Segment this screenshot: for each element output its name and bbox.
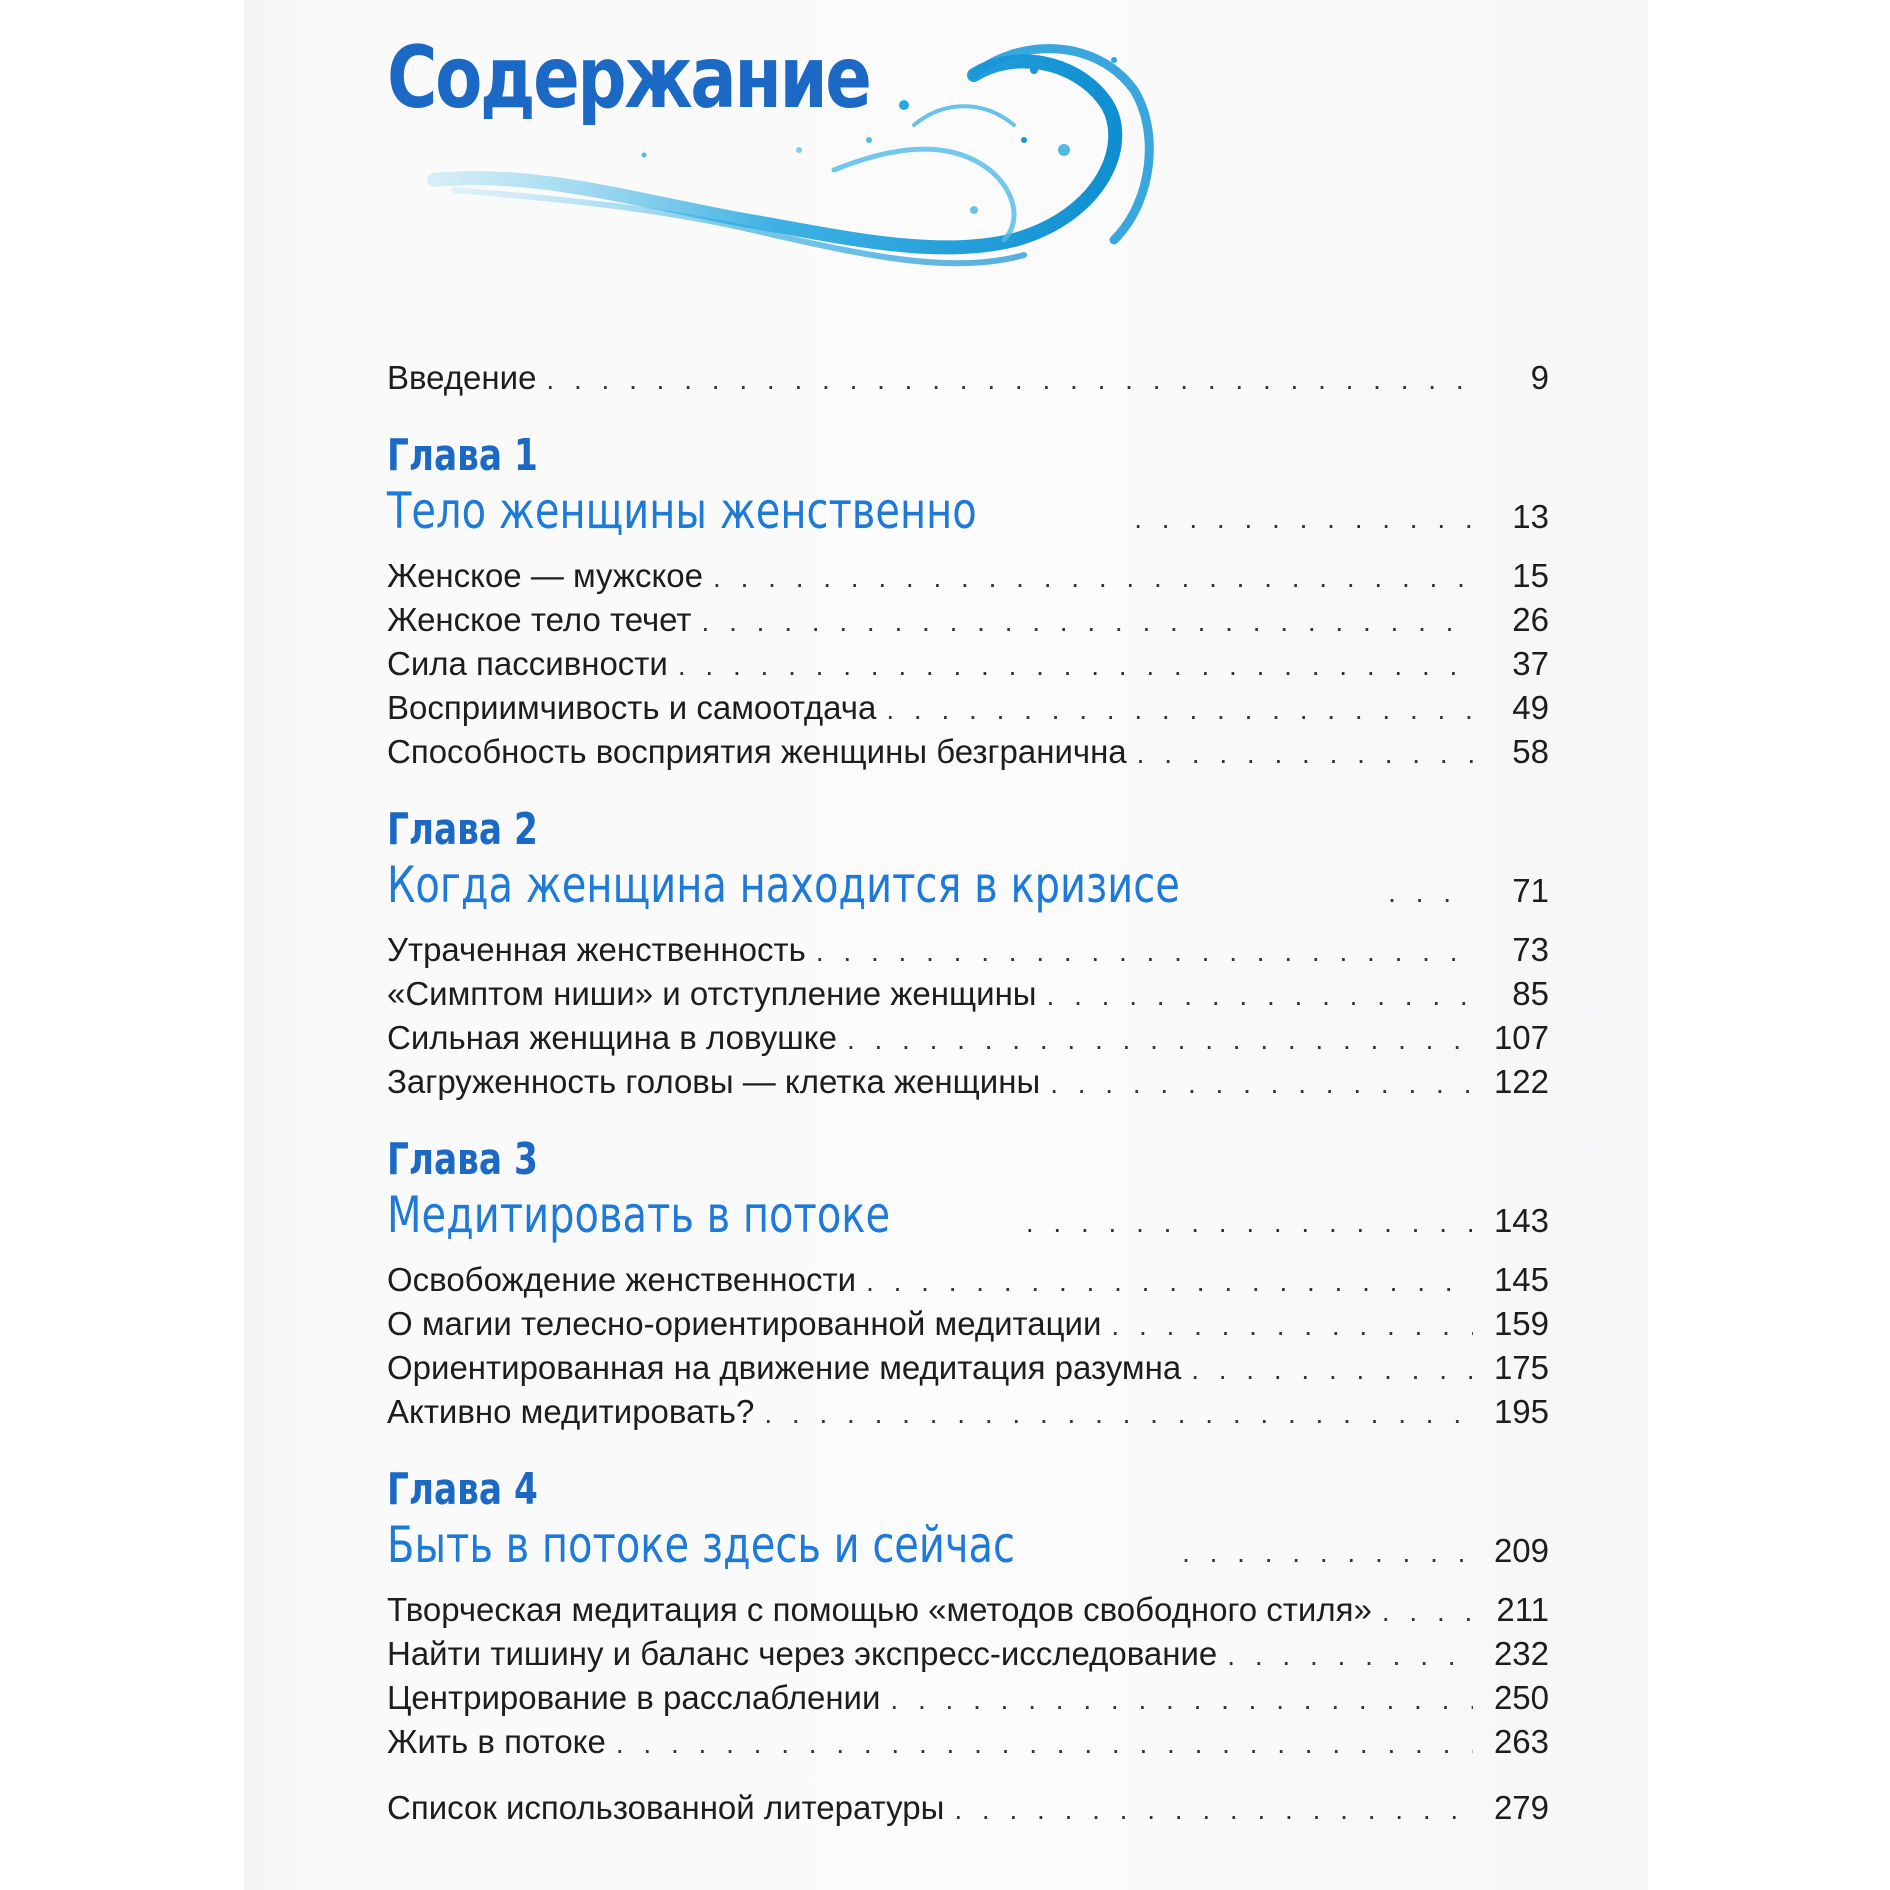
page-number: 211 [1496,1591,1549,1628]
dot-leader [890,1678,1473,1722]
chapter-2 [387,804,1549,1104]
dot-leader [616,1722,1473,1766]
table-of-contents [387,356,1549,1830]
toc-entry-label: Творческая медитация с помощью «методов свободного стиля» [387,1591,1372,1628]
toc-entry-label: Восприимчивость и самоотдача [387,689,877,726]
page-number: 73 [1512,931,1549,968]
toc-entry[interactable] [387,1346,1549,1390]
dot-leader [1382,1590,1473,1634]
toc-entry[interactable] [387,972,1549,1016]
toc-entry-intro[interactable] [387,356,1549,400]
dot-leader [847,1018,1473,1062]
toc-entry-label: Загруженность головы — клетка женщины [387,1063,1041,1100]
chapter-title: Медитировать в потоке [387,1186,891,1244]
chapter-title: Тело женщины женственно [387,482,977,540]
page-number: 263 [1493,1723,1549,1760]
water-splash-icon [414,30,1154,290]
toc-entry-label: Активно медитировать? [387,1393,755,1430]
page-number: 159 [1493,1305,1549,1342]
toc-entry[interactable] [387,1632,1549,1676]
toc-entry[interactable] [387,642,1549,686]
page-number: 71 [1512,872,1549,909]
toc-entry-label: Ориентированная на движение медитация разумна [387,1349,1182,1386]
toc-entry-label: Освобождение женственности [387,1261,857,1298]
page-number: 13 [1512,498,1549,535]
dot-leader [713,556,1473,600]
toc-entry[interactable] [387,1390,1549,1434]
toc-entry-bibliography[interactable] [387,1786,1549,1830]
toc-entry-label: Женское — мужское [387,557,704,594]
book-page [244,0,1648,1890]
toc-entry-label: О магии телесно-ориентированной медитации [387,1305,1102,1342]
chapter-label: Глава 3 [387,1134,538,1185]
chapter-label: Глава 2 [387,804,538,855]
toc-entry[interactable] [387,1258,1549,1302]
page-number: 107 [1493,1019,1549,1056]
page-number: 250 [1493,1679,1549,1716]
chapter-title-row[interactable] [387,482,1549,552]
chapter-title: Когда женщина находится в кризисе [387,856,1180,914]
chapter-3 [387,1134,1549,1434]
page-number: 143 [1493,1202,1549,1239]
page-number: 209 [1493,1532,1549,1569]
dot-leader [764,1392,1473,1436]
toc-entry-label: Жить в потоке [387,1723,606,1760]
page-number: 58 [1512,733,1549,770]
toc-entry-label: Сильная женщина в ловушке [387,1019,837,1056]
dot-leader [702,600,1473,644]
page-number: 122 [1493,1063,1549,1100]
page-number: 195 [1493,1393,1549,1430]
toc-entry[interactable] [387,1720,1549,1764]
dot-leader [954,1788,1473,1832]
toc-entry-label: «Симптом ниши» и отступление женщины [387,975,1037,1012]
chapter-label: Глава 4 [387,1464,538,1515]
chapter-1 [387,430,1549,774]
chapter-title-row[interactable] [387,1186,1549,1256]
toc-entry-label: Сила пассивности [387,645,668,682]
dot-leader [546,358,1473,402]
chapter-4 [387,1464,1549,1764]
toc-entry[interactable] [387,1302,1549,1346]
toc-entry[interactable] [387,1016,1549,1060]
toc-entry-label: Введение [387,359,537,396]
toc-entry-label: Список использованной литературы [387,1789,945,1826]
chapter-title-row[interactable] [387,1516,1549,1586]
toc-entry-label: Способность восприятия женщины безгранична [387,733,1127,770]
page-number: 9 [1530,359,1549,396]
dot-leader [886,688,1473,732]
dot-leader [678,644,1473,688]
page-number: 15 [1512,557,1549,594]
dot-leader [1137,732,1473,776]
dot-leader [1026,1207,1473,1239]
page-number: 279 [1493,1789,1549,1826]
dot-leader [1191,1348,1473,1392]
toc-entry-label: Женское тело течет [387,601,692,638]
dot-leader [1111,1304,1473,1348]
chapter-label: Глава 1 [387,430,538,481]
dot-leader [816,930,1473,974]
page-number: 85 [1512,975,1549,1012]
dot-leader [866,1260,1473,1304]
toc-entry[interactable] [387,598,1549,642]
page-number: 26 [1512,601,1549,638]
toc-entry[interactable] [387,1588,1549,1632]
dot-leader [1388,877,1473,909]
chapter-title: Быть в потоке здесь и сейчас [387,1516,1016,1574]
dot-leader [1050,1062,1473,1106]
toc-entry[interactable] [387,1060,1549,1104]
toc-entry[interactable] [387,928,1549,972]
dot-leader [1134,503,1473,535]
toc-entry[interactable] [387,1676,1549,1720]
toc-entry-label: Найти тишину и баланс через экспресс-исследование [387,1635,1218,1672]
toc-entry[interactable] [387,730,1549,774]
page-number: 49 [1512,689,1549,726]
page-number: 175 [1493,1349,1549,1386]
page-title: Содержание [387,28,870,128]
dot-leader [1047,974,1473,1018]
chapter-title-row[interactable] [387,856,1549,926]
dot-leader [1182,1537,1473,1569]
toc-entry[interactable] [387,686,1549,730]
dot-leader [1227,1634,1473,1678]
toc-entry-label: Центрирование в расслаблении [387,1679,881,1716]
page-number: 37 [1512,645,1549,682]
toc-entry-label: Утраченная женственность [387,931,806,968]
page-number: 145 [1493,1261,1549,1298]
page-number: 232 [1493,1635,1549,1672]
toc-entry[interactable] [387,554,1549,598]
